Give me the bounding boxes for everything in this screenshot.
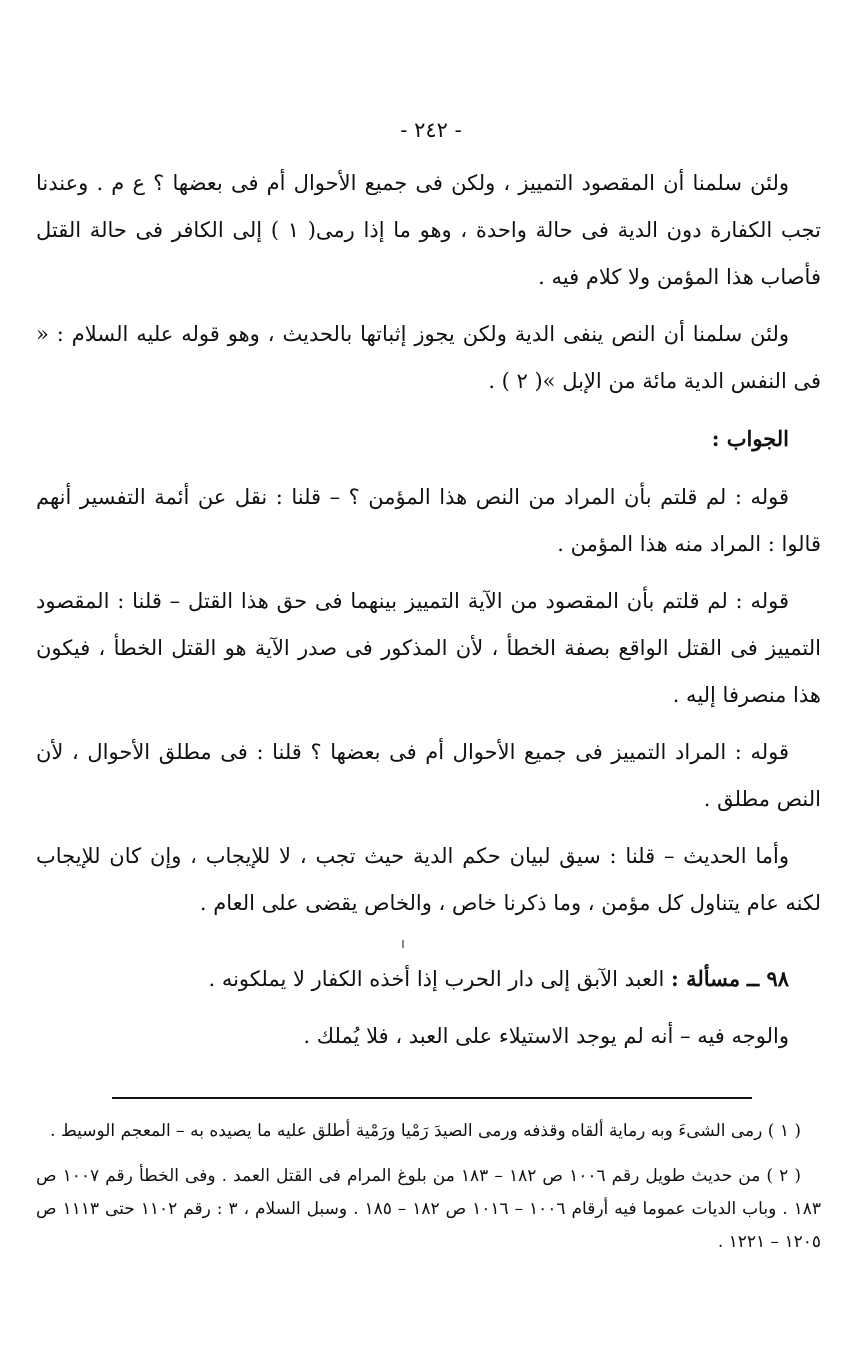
main-text — [36, 160, 821, 1070]
footnote-divider — [112, 1097, 752, 1099]
page-number: - ٢٤٢ - — [400, 118, 462, 142]
paragraph-answer-hadith: وأما الحديث – قلنا : سيق لبيان حكم الدية حيث تجب ، لا للإيجاب ، وإن كان للإيجاب لكنه عام يتناول كل مؤمن ، وما ذكرنا خاص ، والخاص يقضى على العام . — [36, 844, 821, 915]
ink-speck — [402, 940, 404, 948]
paragraph-answer-3: قوله : المراد التمييز فى جميع الأحوال أم فى بعضها ؟ قلنا : فى مطلق الأحوال ، لأن النص مطلق . — [36, 740, 821, 811]
paragraph-answer-2: قوله : لم قلتم بأن المقصود من الآية التمييز بينهما فى حق هذا القتل – قلنا : المقصود التمييز فى القتل الواقع بصفة الخطأ ، لأن المذكور فى صدر الآية هو القتل الخطأ ، فيكون هذا منصرفا إليه . — [36, 589, 821, 707]
issue-number: ٩٨ ــ — [746, 966, 789, 991]
issue-98 — [36, 955, 821, 1003]
paragraph-objection-distinction: ولئن سلمنا أن المقصود التمييز ، ولكن فى جميع الأحوال أم فى بعضها ؟ ع م . وعندنا تجب الكفارة دون الدية فى حالة واحدة ، وهو ما إذا رمى( ١ ) إلى الكافر فى حالة القتل فأصاب هذا المؤمن ولا كلام فيه . — [36, 171, 821, 289]
issue-reason: والوجه فيه – أنه لم يوجد الاستيلاء على العبد ، فلا يُملك . — [303, 1024, 789, 1048]
paragraph-objection-hadith: ولئن سلمنا أن النص ينفى الدية ولكن يجوز إثباتها بالحديث ، وهو قوله عليه السلام : « فى النفس الدية مائة من الإبل »( ٢ ) . — [36, 322, 821, 393]
answer-heading: الجواب : — [711, 426, 789, 451]
issue-title: مسألة : — [671, 966, 741, 991]
paragraph-answer-1: قوله : لم قلتم بأن المراد من النص هذا المؤمن ؟ – قلنا : نقل عن أئمة التفسير أنهم قالوا : المراد منه هذا المؤمن . — [36, 485, 821, 556]
footnotes — [36, 1115, 821, 1271]
footnote-2: ( ٢ ) من حديث طويل رقم ١٠٠٦ ص ١٨٢ – ١٨٣ من بلوغ المرام فى القتل العمد . وفى الخطأ رقم ١٠٠٧ ص ١٨٣ . وباب الديات عموما فيه أرقام ١٠٠٦ – ١٠١٦ ص ١٨٢ – ١٨٥ . وسبل السلام ، ٣ : رقم ١١٠٢ حتى ١١١٣ ص ١٢٠٥ – ١٢٢١ . — [36, 1166, 821, 1252]
footnote-1: ( ١ ) رمى الشىءَ وبه رماية ألقاه وقذفه ورمى الصيدَ رَمْيا ورَمْية أطلق عليه ما يصيده به – المعجم الوسيط . — [50, 1121, 801, 1141]
issue-text: العبد الآبق إلى دار الحرب إذا أخذه الكفار لا يملكونه . — [208, 967, 665, 991]
